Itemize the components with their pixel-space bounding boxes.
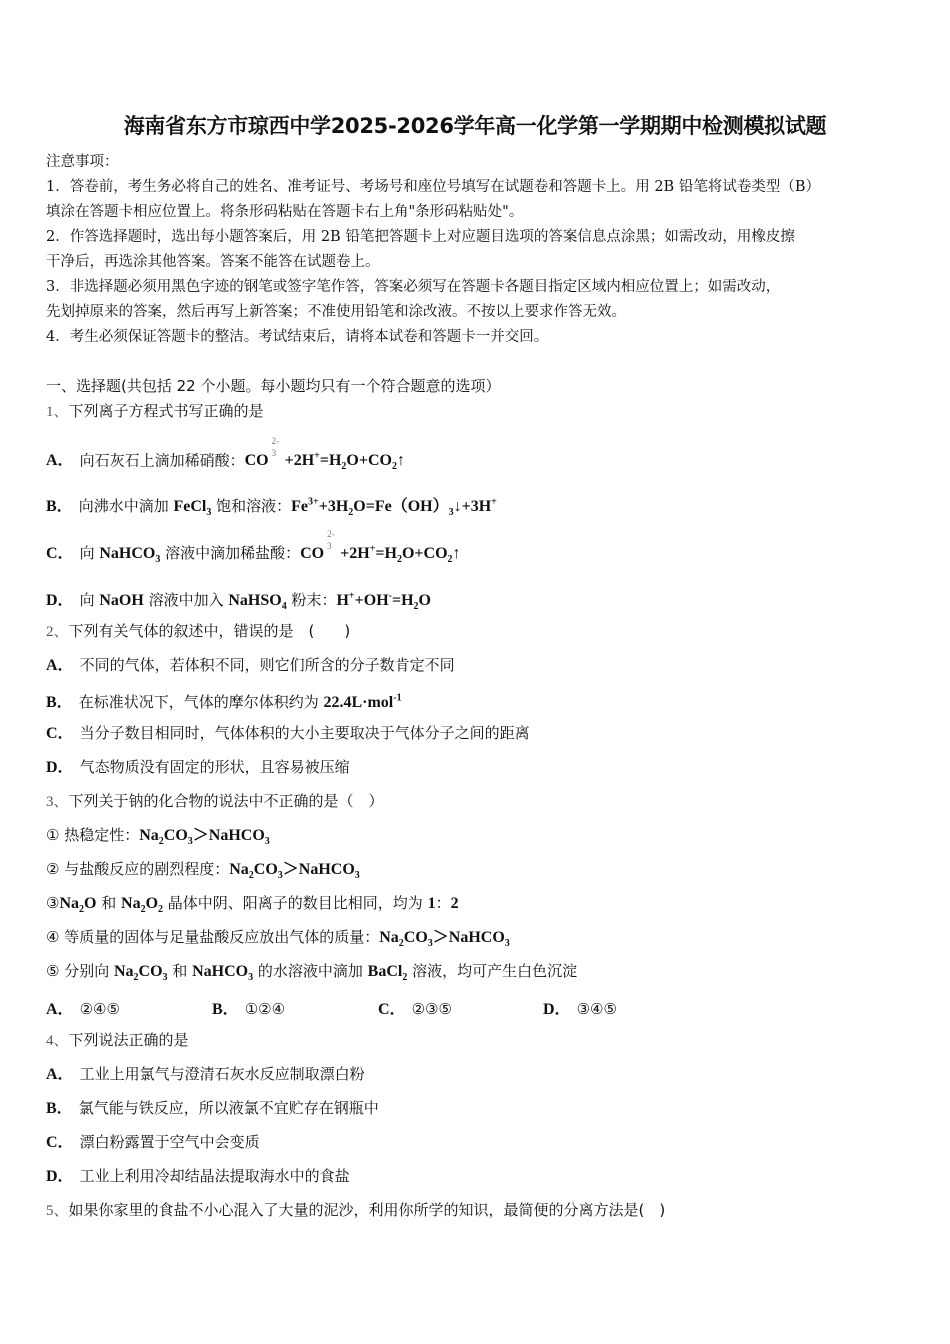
question-2-option-a [46,655,455,676]
option-text: 工业上利用冷却结晶法提取海水中的食盐 [79,1167,350,1185]
option-text: 漂白粉露置于空气中会变质 [79,1133,260,1151]
option-letter: C． [378,1001,406,1018]
question-1-option-c [46,529,461,571]
option-letter: C． [46,545,74,563]
document-title: 海南省东方市琼西中学2025-2026学年高一化学第一学期期中检测模拟试题 [123,114,827,138]
section-heading: 一、选择题(共包括 22 个小题。每小题均只有一个符合题意的选项） [46,377,501,395]
option-text: 当分子数目相同时，气体体积的大小主要取决于气体分子之间的距离 [79,724,530,742]
option-equation: CO 2- 3 $+2H^+=H_2O+CO_2↑$ [300,529,461,566]
option-text: ②④⑤ [79,1000,120,1018]
notice-line: 先划掉原来的答案，然后再写上新答案；不准使用铅笔和涂改液。不按以上要求作答无效。 [46,304,626,320]
question-4-option-a [46,1064,365,1085]
question-3-option-d [543,996,617,1019]
question-text: 下列关于钠的化合物的说法中不正确的是（ ） [68,792,384,810]
question-3-statement: ① 热稳定性：$Na_2CO_3>NaHCO_3$ [46,826,270,848]
question-text: 如果你家里的食盐不小心混入了大量的泥沙，利用你所学的知识，最简便的分离方法是( ) [68,1201,666,1219]
option-letter: B． [46,1100,73,1117]
question-3-option-a [46,996,120,1019]
question-2-option-b [46,689,402,713]
option-letter: D． [46,592,74,610]
question-1-option-a [46,436,405,478]
option-text: 向沸水中滴加 FeCl$_3$ 饱和溶液： [78,497,292,519]
question-3-statement: ⑤ 分别向 $Na_2CO_3$ 和 NaHCO$_3$ 的水溶液中滴加 BaCl$_2$ 溶液，均可产生白色沉淀 [46,962,578,984]
option-text: 气态物质没有固定的形状，且容易被压缩 [79,758,350,776]
option-equation: $Fe^{3+}+3H_2O=Fe(OH)_3↓+3H^+$ [291,497,497,519]
question-text: 下列有关气体的叙述中，错误的是 ( ) [68,622,351,640]
option-text: 向 NaOH 溶液中加入 NaHSO$_4$ 粉末： [79,591,337,613]
option-text: 在标准状况下，气体的摩尔体积约为 22.4L·mol$^{-1}$ [78,693,402,712]
question-4-option-b [46,1098,379,1119]
option-text: 向 NaHCO$_3$ 溶液中滴加稀盐酸： [79,544,301,566]
notice-line: 2．作答选择题时，选出每小题答案后，用 2B 铅笔把答题卡上对应题目选项的答案信息点涂黑；如需改动，用橡皮擦 [46,229,795,245]
notice-line: 填涂在答题卡相应位置上。将条形码粘贴在答题卡右上角"条形码粘贴处"。 [46,204,524,220]
option-letter: D． [543,1001,571,1018]
question-number: 4、 [46,1033,69,1049]
option-letter: A． [46,657,74,674]
option-letter: B． [46,498,73,516]
notice-line: 4．考生必须保证答题卡的整洁。考试结束后，请将本试卷和答题卡一并交回。 [46,329,549,345]
question-3-option-b [212,996,285,1019]
option-equation: CO 2- 3 $+2H^+=H_2O+CO_2↑$ [244,436,405,473]
option-letter: D． [46,759,74,776]
question-1-option-b [46,493,497,524]
question-number: 1、 [46,404,69,420]
notice-heading: 注意事项： [46,154,119,170]
question-3-stem [46,791,384,812]
option-letter: C． [46,725,74,742]
option-letter: B． [46,694,73,712]
question-4-option-d [46,1166,350,1187]
option-text: 向石灰石上滴加稀硝酸： [79,451,245,470]
option-text: ①②④ [244,1000,286,1018]
question-2-option-d [46,757,350,778]
question-2-stem [46,621,350,642]
option-text: 氯气能与铁反应，所以液氯不宜贮存在钢瓶中 [78,1099,379,1117]
question-3-statement: $③Na_2O$ 和 $Na_2O_2$ 晶体中阴、阳离子的数目比相同，均为 1：2 [46,894,459,916]
question-3-option-c [378,996,452,1019]
option-letter: D． [46,1168,74,1185]
option-text: ②③⑤ [411,1000,452,1018]
option-letter: A． [46,1066,74,1083]
notice-line: 干净后，再选涂其他答案。答案不能答在试题卷上。 [46,254,380,270]
question-3-statement: ④ 等质量的固体与足量盐酸反应放出气体的质量：$Na_2CO_3>NaHCO_3$ [46,928,510,950]
option-letter: A． [46,1001,74,1018]
option-equation: $H^++OH^-=H_2O$ [336,591,431,613]
question-number: 2、 [46,624,69,640]
question-text: 下列离子方程式书写正确的是 [68,402,264,420]
question-1-option-d [46,587,431,618]
option-letter: B． [212,1001,239,1018]
option-text: 不同的气体，若体积不同，则它们所含的分子数肯定不同 [79,656,455,674]
question-number: 3、 [46,794,69,810]
question-4-option-c [46,1132,260,1153]
notice-line: 3．非选择题必须用黑色字迹的钢笔或签字笔作答，答案必须写在答题卡各题目指定区域内相应位置上；如需改动， [46,279,781,295]
question-3-statement: ② 与盐酸反应的剧烈程度：$Na_2CO_3>NaHCO_3$ [46,860,360,882]
question-5-stem [46,1200,665,1221]
option-text: 工业上用氯气与澄清石灰水反应制取漂白粉 [79,1065,365,1083]
notice-line: 1．答卷前，考生务必将自己的姓名、准考证号、考场号和座位号填写在试题卷和答题卡上。用 2B 铅笔将试卷类型（B） [46,179,820,195]
question-4-stem [46,1030,189,1051]
option-letter: A． [46,452,74,470]
question-number: 5、 [46,1203,69,1219]
question-1-stem [46,401,264,422]
question-2-option-c [46,723,530,744]
question-text: 下列说法正确的是 [68,1031,189,1049]
option-letter: C． [46,1134,74,1151]
option-text: ③④⑤ [576,1000,617,1018]
